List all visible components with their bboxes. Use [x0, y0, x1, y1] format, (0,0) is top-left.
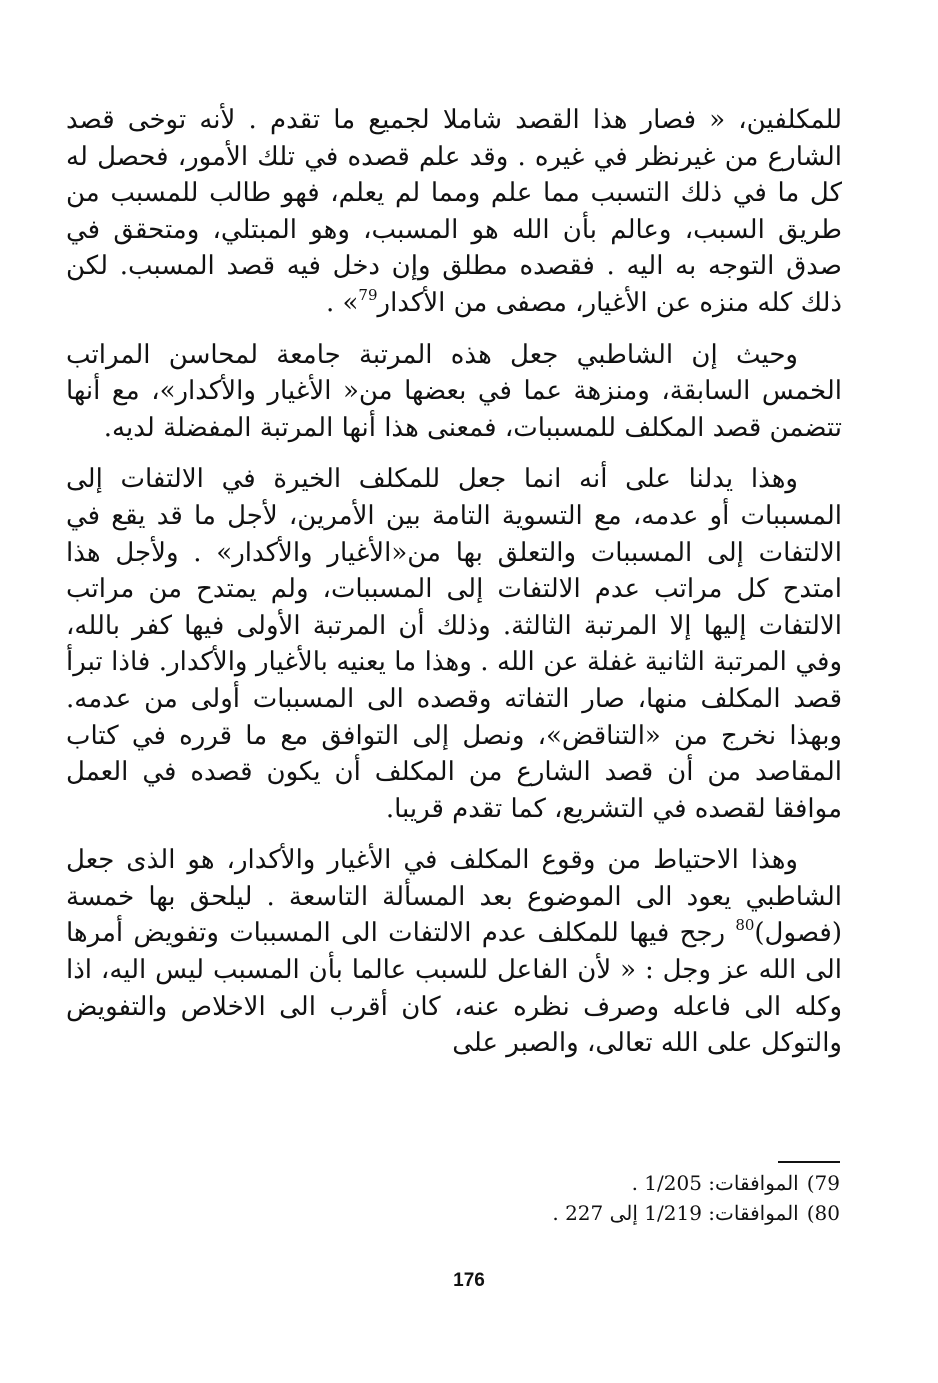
paragraph-1-text: للمكلفين، « فصار هذا القصد شاملا لجميع ما تقدم . لأنه توخى قصد الشارع من غيرنظر في غيره . وقد علم قصده في تلك الأمور، فحصل له كل ما في ذلك التسبب مما علم ومما لم يعلم، فهو طالب للمسبب من طريق السبب، وعالم بأن الله هو المسبب، وهو المبتلي، ومتحقق في صدق التوجه به اليه . فقصده مطلق وإن دخل فيه قصد المسبب. لكن ذلك كله منزه عن الأغيار، مصفى من الأكدار [66, 105, 842, 318]
footnote-number: 79) [806, 1171, 840, 1195]
footnotes [400, 1168, 840, 1228]
paragraph-4-text: وهذا الاحتياط من وقوع المكلف في الأغيار والأكدار، هو الذى جعل الشاطبي يعود الى الموضوع بعد المسألة التاسعة . ليلحق بها خمسة (فصول) [66, 845, 842, 949]
paragraph-2 [66, 337, 842, 447]
footnote-text: الموافقات: 1/219 إلى 227 . [552, 1201, 799, 1225]
paragraph-1 [66, 102, 842, 322]
paragraph-1-closing: » . [325, 287, 359, 318]
paragraph-3-text: وهذا يدلنا على أنه انما جعل للمكلف الخيرة في الالتفات إلى المسببات أو عدمه، مع التسوية التامة بين الأمرين، لأجل ما قد يقع في الالتفات إلى المسببات والتعلق بها من«الأغيار والأكدار» . ولأجل هذا امتدح كل مراتب عدم الالتفات إلى المسببات، ولم يمتدح من مراتب الالتفات إليها إلا المرتبة الثالثة. وذلك أن المرتبة الأولى فيها كفر بالله، وفي المرتبة الثانية غفلة عن الله . وهذا ما يعنيه بالأغيار والأكدار. فاذا تبرأ قصد المكلف منها، صار التفاته وقصده الى المسببات أولى من عدمه. وبهذا نخرج من «التناقض»، ونصل إلى التوافق مع ما قرره في كتاب المقاصد من أن قصد الشارع من المكلف أن يكون قصده في العمل موافقا لقصده في التشريع، كما تقدم قريبا. [66, 464, 842, 824]
paragraph-3 [66, 461, 842, 827]
footnote-80 [400, 1198, 840, 1228]
paragraph-4-continuation: رجح فيها للمكلف عدم الالتفات الى المسببات وتفويض أمرها الى الله عز وجل : « لأن الفاعل للسبب عالما بأن المسبب ليس اليه، اذا وكله الى فاعله وصرف نظره عنه، كان أقرب الى الاخلاص والتفويض والتوكل على الله تعالى، والصبر على [66, 918, 842, 1059]
footnote-ref-79: 79 [358, 285, 378, 304]
footnote-ref-80: 80 [735, 916, 755, 935]
footnote-number: 80) [806, 1201, 840, 1225]
paragraph-4 [66, 842, 842, 1062]
paragraph-2-text: وحيث إن الشاطبي جعل هذه المرتبة جامعة لمحاسن المراتب الخمس السابقة، ومنزهة عما في بعضها من« الأغيار والأكدار»، مع أنها تتضمن قصد المكلف للمسببات، فمعنى هذا أنها المرتبة المفضلة لديه. [66, 339, 842, 443]
footnote-79 [400, 1168, 840, 1198]
page-number: 176 [453, 1270, 485, 1291]
body-text [66, 102, 842, 1077]
footnote-separator [778, 1161, 840, 1163]
footnote-text: الموافقات: 1/205 . [631, 1171, 799, 1195]
